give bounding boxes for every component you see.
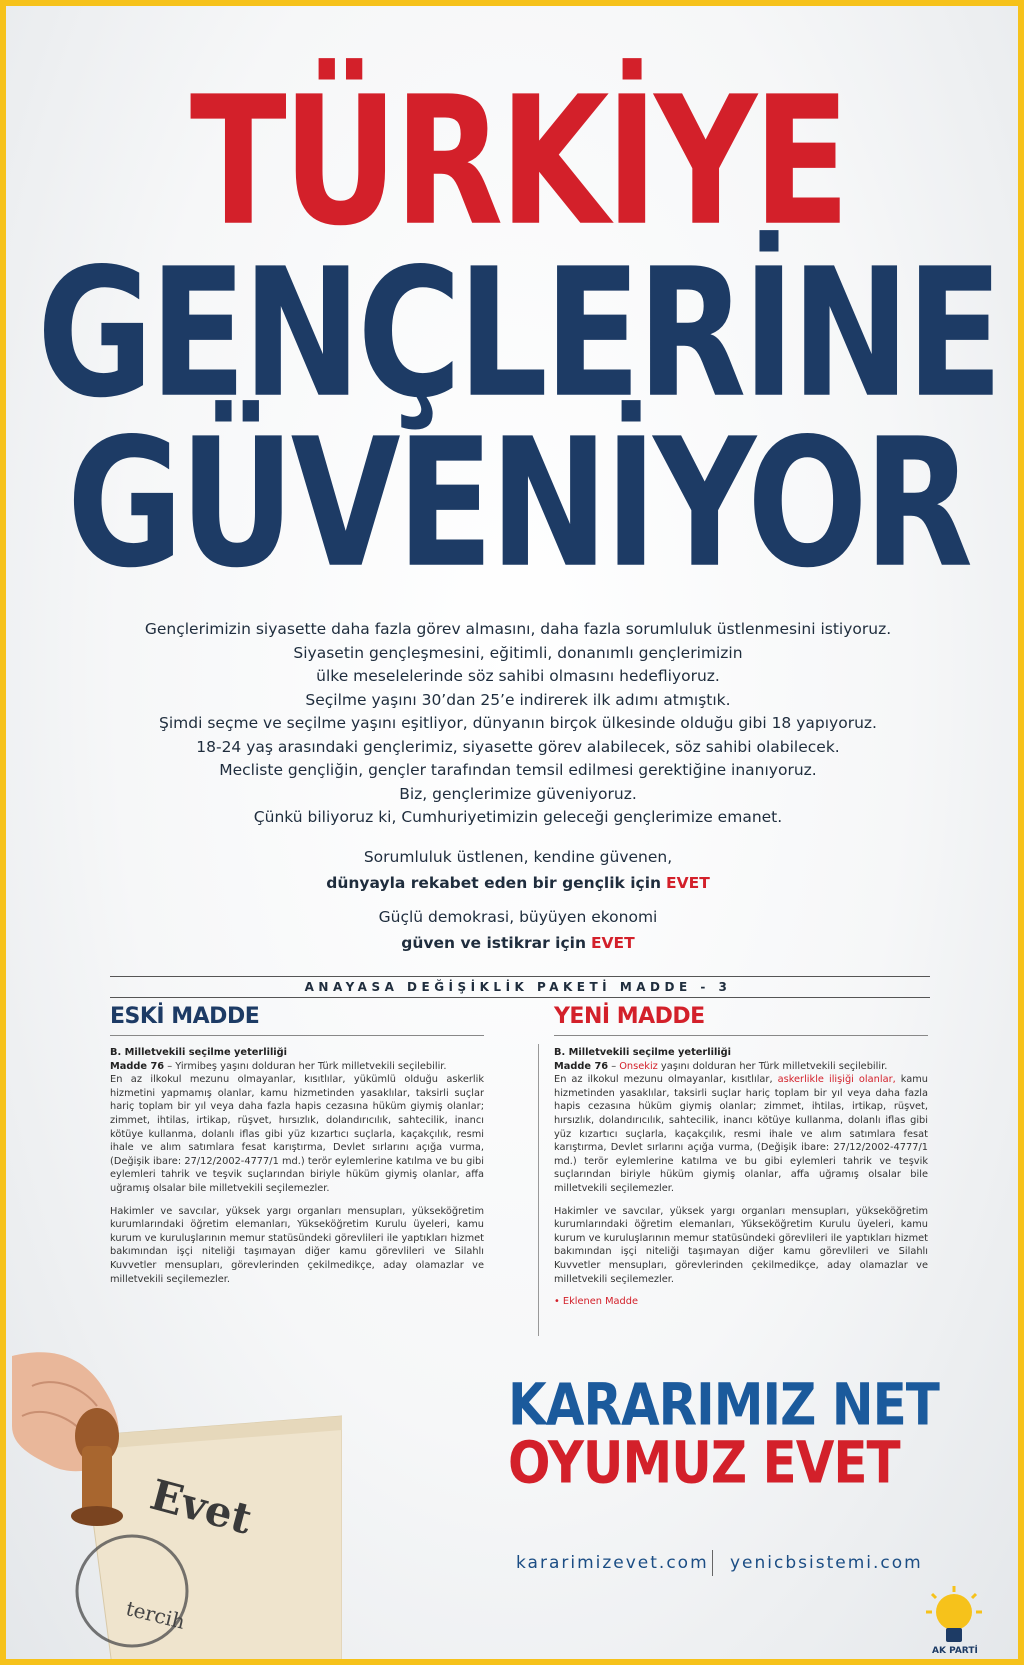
headline-line-3: GÜVENİYOR (66, 401, 970, 608)
madde-dash: – (608, 1060, 620, 1072)
madde-text: – Yirmibeş yaşını dolduran her Türk milletvekili seçilebilir. (164, 1060, 447, 1072)
body-line: Şimdi seçme ve seçilme yaşını eşitliyor, dünyanın birçok ülkesinde olduğu gibi 18 yapıyoruz. (159, 714, 877, 732)
slogan-line: Güçlü demokrasi, büyüyen ekonomi (378, 908, 658, 926)
article-paragraph (554, 1073, 928, 1195)
paragraph-part: En az ilkokul mezunu olmayanlar, kısıtlılar, (554, 1074, 778, 1086)
madde-highlight: Onsekiz (619, 1060, 658, 1072)
website-link-1[interactable]: kararimizevet.com (516, 1553, 709, 1573)
slogan-bold-text: güven ve istikrar için (401, 934, 587, 952)
hand-stamp-image (12, 1346, 342, 1665)
bottom-slogan-line-2: OYUMUZ EVET (508, 1429, 900, 1497)
body-line: Biz, gençlerimize güveniyoruz. (399, 784, 637, 803)
slogan-democracy (6, 904, 1024, 956)
madde-label: Madde 76 (554, 1060, 609, 1072)
old-article-text (110, 1046, 484, 1295)
website-link-2[interactable]: yenicbsistemi.com (730, 1553, 923, 1573)
evet-word: EVET (590, 934, 635, 952)
madde-label: Madde 76 (110, 1060, 165, 1072)
column-separator (538, 1044, 539, 1336)
headline-line-2: GENÇLERİNE (36, 231, 1000, 438)
article-paragraph: En az ilkokul mezunu olmayanlar, kısıtlılar, yükümlü olduğu askerlik hizmetini yapmamış olanlar, kamu hizmetinden yasaklılar, taksirli suçlar hariç toplam bir yıl veya daha fazla hapis cezasına hüküm giymiş olanlar; zimmet, ihtilas, irtikap, rüşvet, hırsızlık, dolandırıcılık, sahtecilik, inancı kötüye kullanma, dolanlı iflas gibi yüz kızartıcı suçlarla, kaçakçılık, resmi ihale ve alım satımlara fesat karıştırma, Devlet sırlarını açığa vurma, (Değişik ibare: 27/12/2002-4777/1 md.) terör eylemlerine katılma ve bu gibi eylemleri tahrik ve teşvik suçlarından biriyle hüküm giymiş olanlar, affa uğramış olsalar bile milletvekili seçilemezler. (110, 1074, 484, 1194)
new-article-title: YENİ MADDE (554, 1004, 705, 1029)
headline-line-1: TÜRKİYE (189, 59, 847, 266)
article-paragraph: Hakimler ve savcılar, yüksek yargı organları mensupları, yükseköğretim kurumlarındaki öğretim elemanları, Yükseköğretim Kurulu üyeleri, kamu kurum ve kuruluşlarının memur statüsündeki görevlileri ile yaptıkları hizmet bakımından işçi niteliği taşımayan diğer kamu görevlileri ve Silahlı Kuvvetler mensupları, görevlerinden çekilmedikçe, aday olamazlar ve milletvekili seçilemezler. (110, 1205, 484, 1285)
new-article-text (554, 1046, 928, 1309)
link-separator (712, 1550, 713, 1576)
body-line: Seçilme yaşını 30’dan 25’e indirerek ilk adımı atmıştık. (305, 690, 731, 709)
slogan-bold-text: dünyayla rekabet eden bir gençlik için (326, 874, 662, 892)
body-line: Mecliste gençliğin, gençler tarafından temsil edilmesi gerektiğine inanıyoruz. (219, 761, 817, 779)
body-line: 18-24 yaş arasındaki gençlerimiz, siyasette görev alabilecek, söz sahibi olabilecek. (196, 737, 840, 756)
logo-label: AK PARTİ (932, 1646, 978, 1656)
body-text (86, 618, 950, 830)
slogan-line (6, 930, 1024, 956)
madde-text: yaşını dolduran her Türk milletvekili seçilebilir. (657, 1060, 888, 1072)
old-article-title: ESKİ MADDE (110, 1004, 260, 1029)
divider (110, 1035, 484, 1036)
article-heading: B. Milletvekili seçilme yeterliliği (110, 1047, 288, 1058)
divider (110, 997, 930, 998)
body-line: Çünkü biliyoruz ki, Cumhuriyetimizin geleceği gençlerimize emanet. (253, 808, 783, 826)
slogan-line (6, 870, 1024, 896)
stamp-main-text: Evet (145, 1469, 257, 1544)
slogan-line: Sorumluluk üstlenen, kendine güvenen, (363, 848, 673, 866)
evet-word: EVET (666, 874, 710, 892)
stamp-sub-text: tercih (123, 1596, 188, 1634)
divider (110, 976, 930, 977)
slogan-youth (6, 844, 1024, 896)
divider (554, 1035, 928, 1036)
added-article-note: • Eklenen Madde (554, 1296, 638, 1308)
bottom-slogan-line-1: KARARIMIZ NET (508, 1371, 939, 1439)
article-heading: B. Milletvekili seçilme yeterliliği (554, 1047, 732, 1058)
body-line: Siyasetin gençleşmesini, eğitimli, donanımlı gençlerimizin (293, 643, 743, 662)
paragraph-part: kamu hizmetinden yasaklılar, taksirli suçlar hariç toplam bir yıl veya daha fazla hapis cezasına hüküm giymiş olanlar; zimmet, ihtilas, irtikap, rüşvet, hırsızlık, dolandırıcılık, sahtecilik, inancı kötüye kullanma, dolanlı iflas gibi yüz kızartıcı suçlarla, kaçakçılık, resmi ihale ve alım satımlara fesat karıştırma, Devlet sırlarını açığa vurma, (Değişik ibare: 27/12/2002-4777/1 md.) terör eylemlerine katılma ve bu gibi eylemleri tahrik ve teşvik suçlarından biriyle hüküm giymiş olanlar, affa uğramış olsalar bile milletvekili seçilemezler. (554, 1074, 928, 1194)
hand-stamp-illustration (12, 1346, 342, 1665)
package-title: ANAYASA DEĞİŞİKLİK PAKETİ MADDE - 3 (304, 980, 732, 994)
article-paragraph: Hakimler ve savcılar, yüksek yargı organları mensupları, yükseköğretim kurumlarındaki öğretim elemanları, Yükseköğretim Kurulu üyeleri, kamu kurum ve kuruluşlarının memur statüsündeki görevlileri ile yaptıkları hizmet bakımından işçi niteliği taşımayan diğer kamu görevlileri ve Silahlı Kuvvetler mensupları, görevlerinden çekilmedikçe, aday olamazlar ve milletvekili seçilemezler. (554, 1205, 928, 1285)
article-madde (554, 1060, 928, 1074)
paragraph-highlight: askerlikle ilişiği olanlar, (777, 1074, 896, 1086)
body-line: Gençlerimizin siyasette daha fazla görev almasını, daha fazla sorumluluk üstlenmesini istiyoruz. (144, 620, 892, 638)
article-madde (110, 1060, 484, 1074)
body-line: ülke meselelerinde söz sahibi olmasını hedefliyoruz. (316, 667, 720, 685)
